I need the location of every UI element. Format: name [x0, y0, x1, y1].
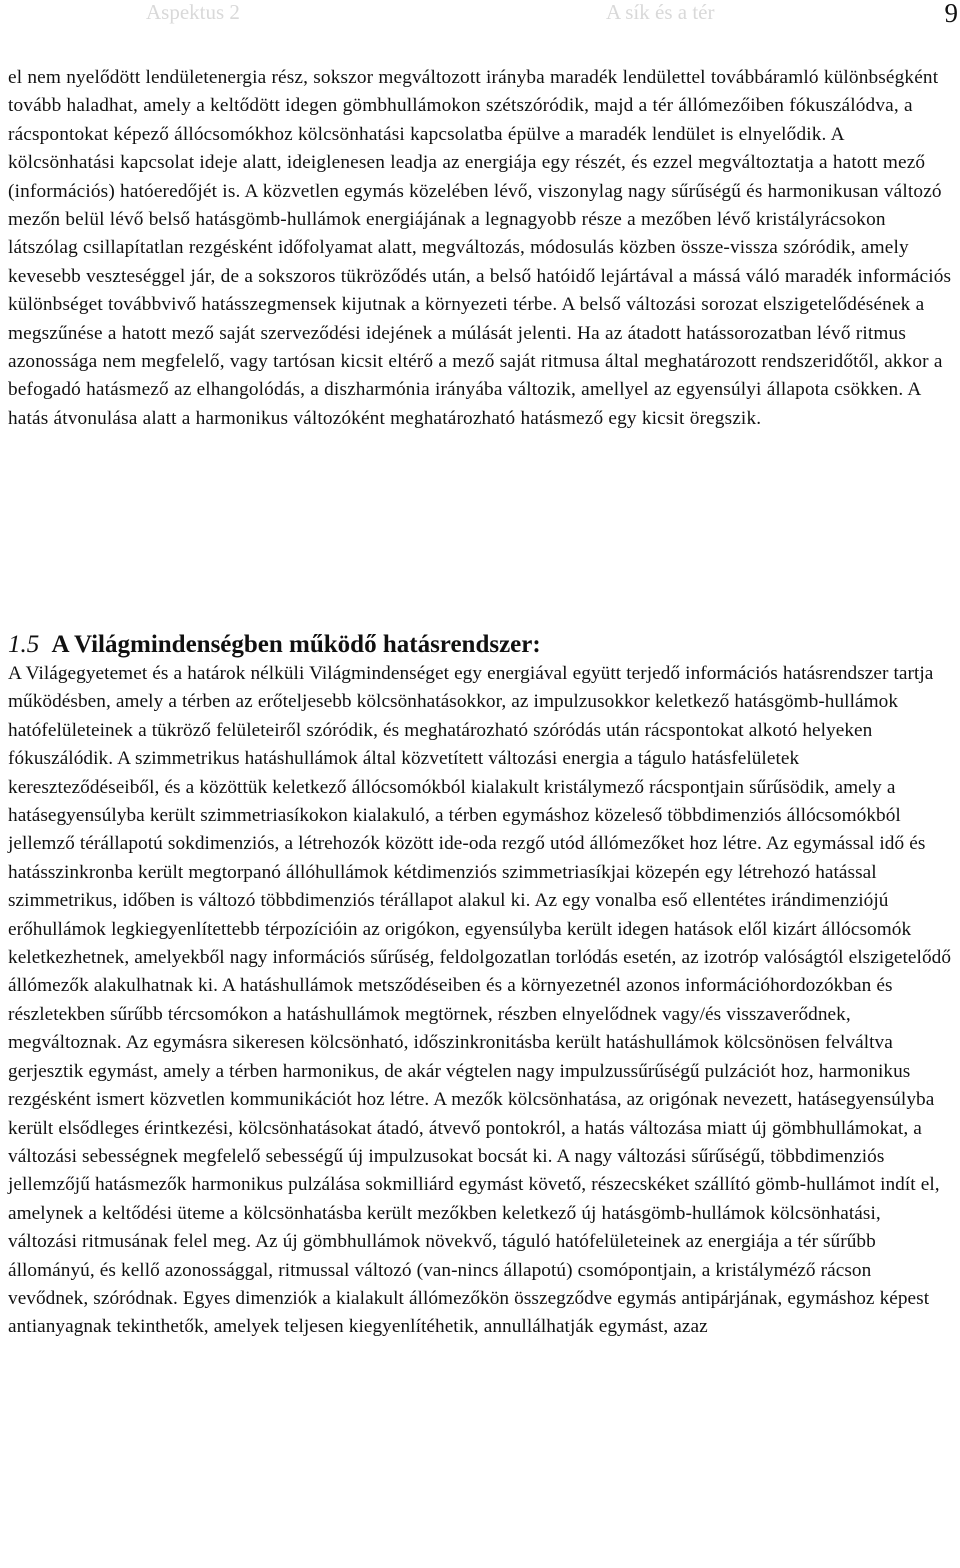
header-book-title: Aspektus 2: [146, 0, 240, 24]
paragraph-2: A Világegyetemet és a határok nélküli Világmindenséget egy energiával együtt terjedő információs hatásrendszer tartja működésben, amely a térben az erőteljesebb kölcsönhatásokkor, az impulzusokkor keletkező hatásgömb-hullámok hatófelületeinek a tükröző felületeiről szóródik, és meghatározható szóródás után rácspontokat alkotó helyeken fókuszálódik. A szimmetrikus hatáshullámok által közvetített változási energia a tágulo hatásfelületek kereszteződéseiből, és a közöttük keletkező állócsomókból kialakult kristálymező rácspontjain sűrűsödik, amely a hatásegyensúlyba került szimmetriasíkokon kialakuló, a térben egymáshoz közeleső többdimenziós állócsomókból jellemző térállapotú sokdimenziós, a létrehozók között ide-oda rezgő utód állómezőket hoz létre. Az egymással idő és hatásszinkronba került megtorpanó állóhullámok kétdimenziós szimmetriasíkjai közepén egy létrehozó hatással szimmetrikus, időben is változó többdimenziós térállapot alakul ki. Az egy vonalba eső ellentétes irándimenziójú erőhullámok legkiegyenlítettebb térpozícióin az origókon, egyensúlyba került idegen hatások elől kizárt állócsomók keletkezhetnek, amelyekből nagy információs sűrűség, feldolgozatlan torlódás esetén, az izotróp valóságtól elszigetelődő állómezők alakulhatnak ki. A hatáshullámok metsződéseiben és a környezetnél azonos információhordozókban és részletekben sűrűbb tércsomókon a hatáshullámok megtörnek, részben elnyelődnek vagy/és visszaverődnek, megváltoznak. Az egymásra sikeresen kölcsönható, időszinkronitásba került hatáshullámok kölcsönösen felváltva gerjesztik egymást, amely a térben harmonikus, de akár végtelen nagy impulzussűrűségű pulzációt hoz, harmonikus rezgésként ismert közvetlen kommunikációt hoz létre. A mezők kölcsönhatása, az origónak nevezett, hatásegyensúlyba került elsődleges érintkezési, kölcsönhatásokat átadó, átvevő pontokról, a hatás változása miatt új gömbhullámokat, a változási sebességnek megfelelő sebességű új impulzusokat bocsát ki. A nagy változási sűrűségű, többdimenziós jellemzőjű hatásmezők harmonikus pulzálása sokmilliárd egymást követő, részecskéket szállító gömb-hullámot indít el, amelynek a keltődési üteme a kölcsönhatásba került mezőkben keletkező új hatásgömb-hullámok kölcsönhatási, változási ritmusának felel meg. Az új gömbhullámok növekvő, táguló hatófelületeinek az energiája a tér sűrűbb állományú, és kellő azonossággal, ritmussal változó (van-nincs állapotú) csomópontjain, a kristályméző rácson vevődnek, szóródnak. Egyes dimenziók a kialakult állómezőkön összegződve egymás antipárjának, egymáshoz képest antianyagnak tekinthetők, amelyek teljesen kiegyenlítéhetik, annullálhatják egymást, azaz: [8, 663, 952, 1338]
section-number: 1.5: [8, 631, 40, 658]
document-body: [8, 64, 952, 433]
page-header: [0, 0, 960, 40]
section-title: A Világmindenségben működő hatásrendszer:: [51, 631, 541, 658]
page-number: 9: [944, 0, 958, 28]
section-body: [8, 660, 952, 1342]
section-heading: [8, 627, 541, 663]
header-chapter-title: A sík és a tér: [606, 0, 715, 24]
paragraph-1: el nem nyelődött lendületenergia rész, sokszor megváltozott irányba maradék lendülettel továbbáramló különbségként tovább haladhat, amely a keltődött idegen gömbhullámokon szétszóródik, majd a tér állómezőiben fókuszálódva, a rácspontokat képező állócsomókhoz kölcsönhatási kapcsolatba épülve a maradék lendület is elnyelődik. A kölcsönhatási kapcsolat ideje alatt, ideiglenesen leadja az energiája egy részét, és ezzel megváltoztatja a hatott mező (információs) hatóeredőjét is. A közvetlen egymás közelében lévő, viszonylag nagy sűrűségű és harmonikusan változó mezőn belül lévő belső hatásgömb-hullámok energiájának a legnagyobb része a mezőben lévő kristályrácsokon látszólag csillapítatlan rezgésként időfolyamat alatt, megváltozás, módosulás közben össze-vissza szóródik, amely kevesebb veszteséggel jár, de a sokszoros tükröződés után, a belső hatóidő lejártával a mássá váló maradék információs különbséget továbbvivő hatásszegmensek kijutnak a környezeti térbe. A belső változási sorozat elszigetelődésének a megszűnése a hatott mező saját szerveződési idejének a múlását jelenti. Ha az átadott hatássorozatban lévő ritmus azonossága nem megfelelő, vagy tartósan kicsit eltérő a mező saját ritmusa által meghatározott rendszeridőtől, akkor a befogadó hatásmező az elhangolódás, a diszharmónia irányába változik, amellyel az egyensúlyi állapota csökken. A hatás átvonulása alatt a harmonikus változóként meghatározható hatásmező egy kicsit öregszik.: [8, 67, 952, 429]
